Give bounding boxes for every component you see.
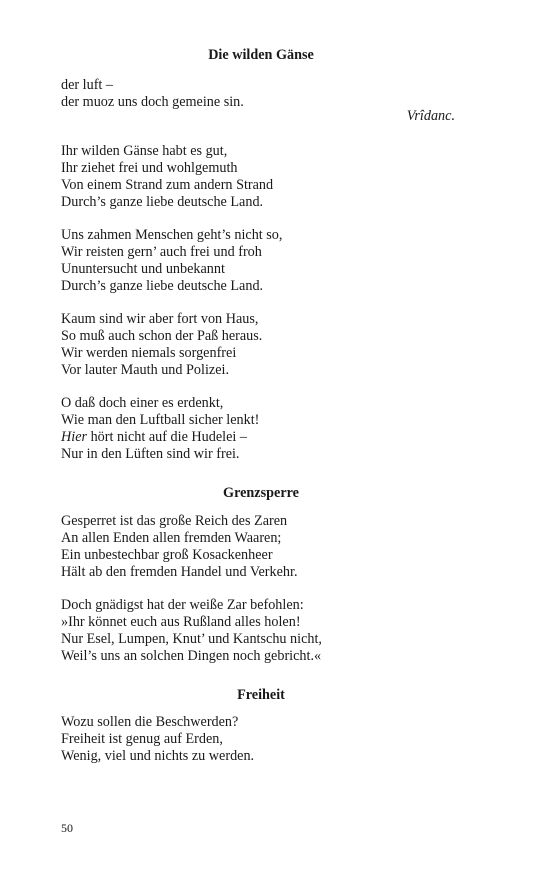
stanza xyxy=(61,714,461,765)
verse-line: »Ihr könnet euch aus Rußland alles holen! xyxy=(61,614,301,630)
verse-line: Wenig, viel und nichts zu werden. xyxy=(61,748,255,764)
verse-line: O daß doch einer es erdenkt, xyxy=(61,395,224,411)
poem-title-grenzsperre: Grenzsperre xyxy=(223,485,299,501)
emphasis-word: Hier xyxy=(61,429,88,445)
stanza xyxy=(61,227,461,295)
verse-line: So muß auch schon der Paß heraus. xyxy=(61,328,263,344)
verse-line: Ein unbestechbar groß Kosackenheer xyxy=(61,547,273,563)
verse-line xyxy=(61,429,461,446)
verse-line: Ihr ziehet frei und wohlgemuth xyxy=(61,160,238,176)
verse-line: Weil’s uns an solchen Dingen noch gebricht.« xyxy=(61,648,322,664)
motto-author: Vrîdanc. xyxy=(406,108,455,124)
verse-line: Wir werden niemals sorgenfrei xyxy=(61,345,237,361)
verse-line: Uns zahmen Menschen geht’s nicht so, xyxy=(61,227,283,243)
verse-line-rest: hört nicht auf die Hudelei – xyxy=(87,429,247,445)
verse-line: Ununtersucht und unbekannt xyxy=(61,261,225,277)
verse-line: Durch’s ganze liebe deutsche Land. xyxy=(61,278,264,294)
verse-line: Freiheit ist genug auf Erden, xyxy=(61,731,223,747)
verse-line: Wozu sollen die Beschwerden? xyxy=(61,714,239,730)
motto-line: der muoz uns doch gemeine sin. xyxy=(61,94,244,110)
poem-title-die-wilden-gaense: Die wilden Gänse xyxy=(208,47,314,63)
page-number: 50 xyxy=(61,821,73,835)
stanza xyxy=(61,311,461,379)
stanza xyxy=(61,143,461,211)
stanza xyxy=(61,395,461,463)
verse-line: Wie man den Luftball sicher lenkt! xyxy=(61,412,260,428)
stanza xyxy=(61,597,461,665)
verse-line: Ihr wilden Gänse habt es gut, xyxy=(61,143,228,159)
verse-line: Doch gnädigst hat der weiße Zar befohlen: xyxy=(61,597,304,613)
motto xyxy=(61,77,461,111)
verse-line: An allen Enden allen fremden Waaren; xyxy=(61,530,282,546)
verse-line: Vor lauter Mauth und Polizei. xyxy=(61,362,229,378)
verse-line: Gesperret ist das große Reich des Zaren xyxy=(61,513,288,529)
motto-line: der luft – xyxy=(61,77,114,93)
verse-line: Nur in den Lüften sind wir frei. xyxy=(61,446,240,462)
poem-title-freiheit: Freiheit xyxy=(237,687,285,703)
verse-line: Hält ab den fremden Handel und Verkehr. xyxy=(61,564,298,580)
verse-line: Nur Esel, Lumpen, Knut’ und Kantschu nicht, xyxy=(61,631,322,647)
stanza xyxy=(61,513,461,581)
verse-line: Durch’s ganze liebe deutsche Land. xyxy=(61,194,264,210)
verse-line: Von einem Strand zum andern Strand xyxy=(61,177,274,193)
verse-line: Kaum sind wir aber fort von Haus, xyxy=(61,311,259,327)
verse-line: Wir reisten gern’ auch frei und froh xyxy=(61,244,262,260)
